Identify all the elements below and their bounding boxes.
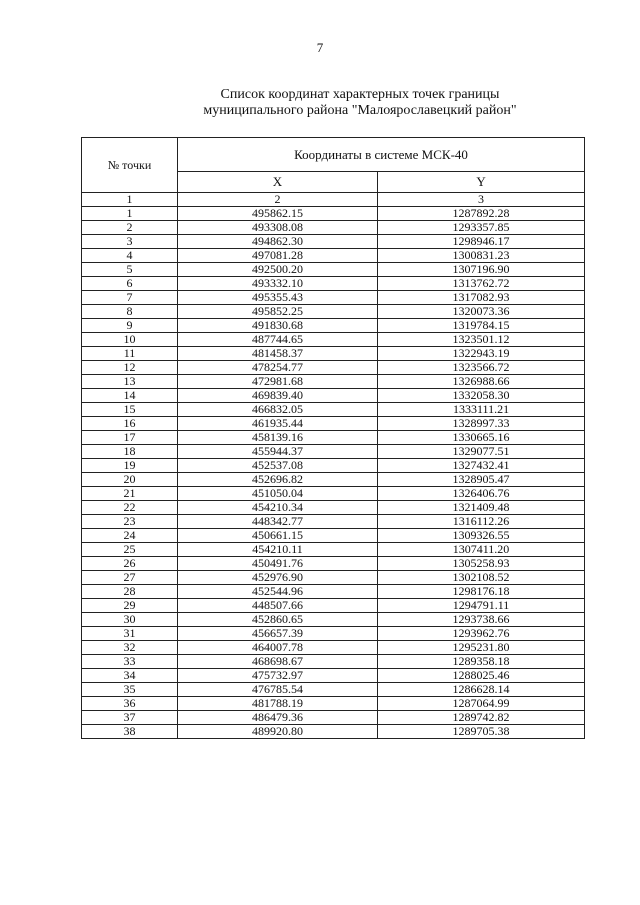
point-number-cell: 3 [82, 235, 178, 249]
point-number-cell: 35 [82, 683, 178, 697]
point-number-cell: 28 [82, 585, 178, 599]
x-coordinate-cell: 464007.78 [178, 641, 378, 655]
y-coordinate-cell: 1322943.19 [378, 347, 585, 361]
table-row [82, 571, 585, 585]
x-coordinate-cell: 452537.08 [178, 459, 378, 473]
point-number-cell: 18 [82, 445, 178, 459]
column-index-2: 2 [178, 193, 378, 207]
table-row [82, 473, 585, 487]
table-row [82, 627, 585, 641]
point-number-cell: 37 [82, 711, 178, 725]
point-number-cell: 36 [82, 697, 178, 711]
point-number-cell: 4 [82, 249, 178, 263]
x-coordinate-cell: 468698.67 [178, 655, 378, 669]
table-row [82, 263, 585, 277]
column-index-3: 3 [378, 193, 585, 207]
y-coordinate-cell: 1298946.17 [378, 235, 585, 249]
y-coordinate-cell: 1305258.93 [378, 557, 585, 571]
header-coordinate-system: Координаты в системе МСК-40 [178, 138, 585, 172]
point-number-cell: 12 [82, 361, 178, 375]
table-row [82, 515, 585, 529]
table-row [82, 599, 585, 613]
table-row [82, 249, 585, 263]
point-number-cell: 14 [82, 389, 178, 403]
point-number-cell: 31 [82, 627, 178, 641]
x-coordinate-cell: 478254.77 [178, 361, 378, 375]
point-number-cell: 30 [82, 613, 178, 627]
y-coordinate-cell: 1287064.99 [378, 697, 585, 711]
x-coordinate-cell: 497081.28 [178, 249, 378, 263]
table-row [82, 389, 585, 403]
x-coordinate-cell: 489920.80 [178, 725, 378, 739]
table-row [82, 557, 585, 571]
header-y: Y [378, 171, 585, 192]
x-coordinate-cell: 448507.66 [178, 599, 378, 613]
table-row [82, 431, 585, 445]
table-row [82, 487, 585, 501]
y-coordinate-cell: 1298176.18 [378, 585, 585, 599]
point-number-cell: 19 [82, 459, 178, 473]
y-coordinate-cell: 1317082.93 [378, 291, 585, 305]
point-number-cell: 23 [82, 515, 178, 529]
title-line-1: Список координат характерных точек границы [220, 87, 500, 102]
x-coordinate-cell: 452860.65 [178, 613, 378, 627]
point-number-cell: 29 [82, 599, 178, 613]
y-coordinate-cell: 1323501.12 [378, 333, 585, 347]
y-coordinate-cell: 1293962.76 [378, 627, 585, 641]
y-coordinate-cell: 1323566.72 [378, 361, 585, 375]
table-row [82, 417, 585, 431]
y-coordinate-cell: 1321409.48 [378, 501, 585, 515]
x-coordinate-cell: 456657.39 [178, 627, 378, 641]
x-coordinate-cell: 475732.97 [178, 669, 378, 683]
document-title [150, 87, 570, 119]
point-number-cell: 26 [82, 557, 178, 571]
x-coordinate-cell: 493332.10 [178, 277, 378, 291]
x-coordinate-cell: 495355.43 [178, 291, 378, 305]
x-coordinate-cell: 454210.34 [178, 501, 378, 515]
x-coordinate-cell: 487744.65 [178, 333, 378, 347]
x-coordinate-cell: 481458.37 [178, 347, 378, 361]
x-coordinate-cell: 448342.77 [178, 515, 378, 529]
point-number-cell: 8 [82, 305, 178, 319]
y-coordinate-cell: 1313762.72 [378, 277, 585, 291]
x-coordinate-cell: 493308.08 [178, 221, 378, 235]
title-line-2: муниципального района "Малоярославецкий район" [203, 103, 517, 118]
y-coordinate-cell: 1289742.82 [378, 711, 585, 725]
y-coordinate-cell: 1287892.28 [378, 207, 585, 221]
point-number-cell: 9 [82, 319, 178, 333]
table-row [82, 529, 585, 543]
y-coordinate-cell: 1319784.15 [378, 319, 585, 333]
y-coordinate-cell: 1327432.41 [378, 459, 585, 473]
point-number-cell: 5 [82, 263, 178, 277]
x-coordinate-cell: 491830.68 [178, 319, 378, 333]
x-coordinate-cell: 476785.54 [178, 683, 378, 697]
point-number-cell: 6 [82, 277, 178, 291]
point-number-cell: 11 [82, 347, 178, 361]
point-number-cell: 32 [82, 641, 178, 655]
point-number-cell: 38 [82, 725, 178, 739]
table-row [82, 501, 585, 515]
point-number-cell: 20 [82, 473, 178, 487]
x-coordinate-cell: 458139.16 [178, 431, 378, 445]
y-coordinate-cell: 1329077.51 [378, 445, 585, 459]
x-coordinate-cell: 481788.19 [178, 697, 378, 711]
point-number-cell: 7 [82, 291, 178, 305]
x-coordinate-cell: 450661.15 [178, 529, 378, 543]
x-coordinate-cell: 455944.37 [178, 445, 378, 459]
x-coordinate-cell: 452696.82 [178, 473, 378, 487]
y-coordinate-cell: 1333111.21 [378, 403, 585, 417]
table-row [82, 221, 585, 235]
y-coordinate-cell: 1307196.90 [378, 263, 585, 277]
page-number: 7 [316, 40, 324, 55]
y-coordinate-cell: 1307411.20 [378, 543, 585, 557]
y-coordinate-cell: 1289705.38 [378, 725, 585, 739]
y-coordinate-cell: 1326406.76 [378, 487, 585, 501]
table-row [82, 305, 585, 319]
y-coordinate-cell: 1300831.23 [378, 249, 585, 263]
point-number-cell: 25 [82, 543, 178, 557]
column-index-1: 1 [82, 193, 178, 207]
x-coordinate-cell: 495852.25 [178, 305, 378, 319]
y-coordinate-cell: 1328997.33 [378, 417, 585, 431]
table-row [82, 319, 585, 333]
point-number-cell: 34 [82, 669, 178, 683]
y-coordinate-cell: 1320073.36 [378, 305, 585, 319]
y-coordinate-cell: 1326988.66 [378, 375, 585, 389]
table-row [82, 235, 585, 249]
header-x: X [178, 171, 378, 192]
x-coordinate-cell: 452544.96 [178, 585, 378, 599]
y-coordinate-cell: 1288025.46 [378, 669, 585, 683]
x-coordinate-cell: 472981.68 [178, 375, 378, 389]
column-index-row [82, 193, 585, 207]
coordinates-body [82, 207, 585, 739]
header-point-number: № точки [82, 138, 178, 193]
point-number-cell: 10 [82, 333, 178, 347]
x-coordinate-cell: 495862.15 [178, 207, 378, 221]
x-coordinate-cell: 461935.44 [178, 417, 378, 431]
table-row [82, 361, 585, 375]
point-number-cell: 22 [82, 501, 178, 515]
table-row [82, 683, 585, 697]
y-coordinate-cell: 1332058.30 [378, 389, 585, 403]
y-coordinate-cell: 1293357.85 [378, 221, 585, 235]
table-row [82, 333, 585, 347]
point-number-cell: 2 [82, 221, 178, 235]
y-coordinate-cell: 1328905.47 [378, 473, 585, 487]
x-coordinate-cell: 492500.20 [178, 263, 378, 277]
point-number-cell: 17 [82, 431, 178, 445]
table-header-row-1 [82, 138, 585, 172]
table-row [82, 403, 585, 417]
x-coordinate-cell: 469839.40 [178, 389, 378, 403]
y-coordinate-cell: 1293738.66 [378, 613, 585, 627]
y-coordinate-cell: 1295231.80 [378, 641, 585, 655]
point-number-cell: 15 [82, 403, 178, 417]
point-number-cell: 27 [82, 571, 178, 585]
table-row [82, 641, 585, 655]
y-coordinate-cell: 1286628.14 [378, 683, 585, 697]
point-number-cell: 24 [82, 529, 178, 543]
y-coordinate-cell: 1302108.52 [378, 571, 585, 585]
y-coordinate-cell: 1309326.55 [378, 529, 585, 543]
table-row [82, 725, 585, 739]
table-row [82, 543, 585, 557]
x-coordinate-cell: 454210.11 [178, 543, 378, 557]
y-coordinate-cell: 1289358.18 [378, 655, 585, 669]
x-coordinate-cell: 450491.76 [178, 557, 378, 571]
y-coordinate-cell: 1294791.11 [378, 599, 585, 613]
point-number-cell: 16 [82, 417, 178, 431]
table-row [82, 375, 585, 389]
y-coordinate-cell: 1330665.16 [378, 431, 585, 445]
table-row [82, 207, 585, 221]
table-row [82, 291, 585, 305]
table-row [82, 613, 585, 627]
table-row [82, 277, 585, 291]
table-row [82, 697, 585, 711]
point-number-cell: 33 [82, 655, 178, 669]
table-row [82, 585, 585, 599]
y-coordinate-cell: 1316112.26 [378, 515, 585, 529]
coordinates-table [81, 137, 585, 739]
table-row [82, 669, 585, 683]
table-row [82, 711, 585, 725]
point-number-cell: 13 [82, 375, 178, 389]
x-coordinate-cell: 494862.30 [178, 235, 378, 249]
x-coordinate-cell: 451050.04 [178, 487, 378, 501]
x-coordinate-cell: 452976.90 [178, 571, 378, 585]
point-number-cell: 21 [82, 487, 178, 501]
x-coordinate-cell: 466832.05 [178, 403, 378, 417]
table-row [82, 655, 585, 669]
point-number-cell: 1 [82, 207, 178, 221]
table-row [82, 459, 585, 473]
table-row [82, 445, 585, 459]
x-coordinate-cell: 486479.36 [178, 711, 378, 725]
table-row [82, 347, 585, 361]
